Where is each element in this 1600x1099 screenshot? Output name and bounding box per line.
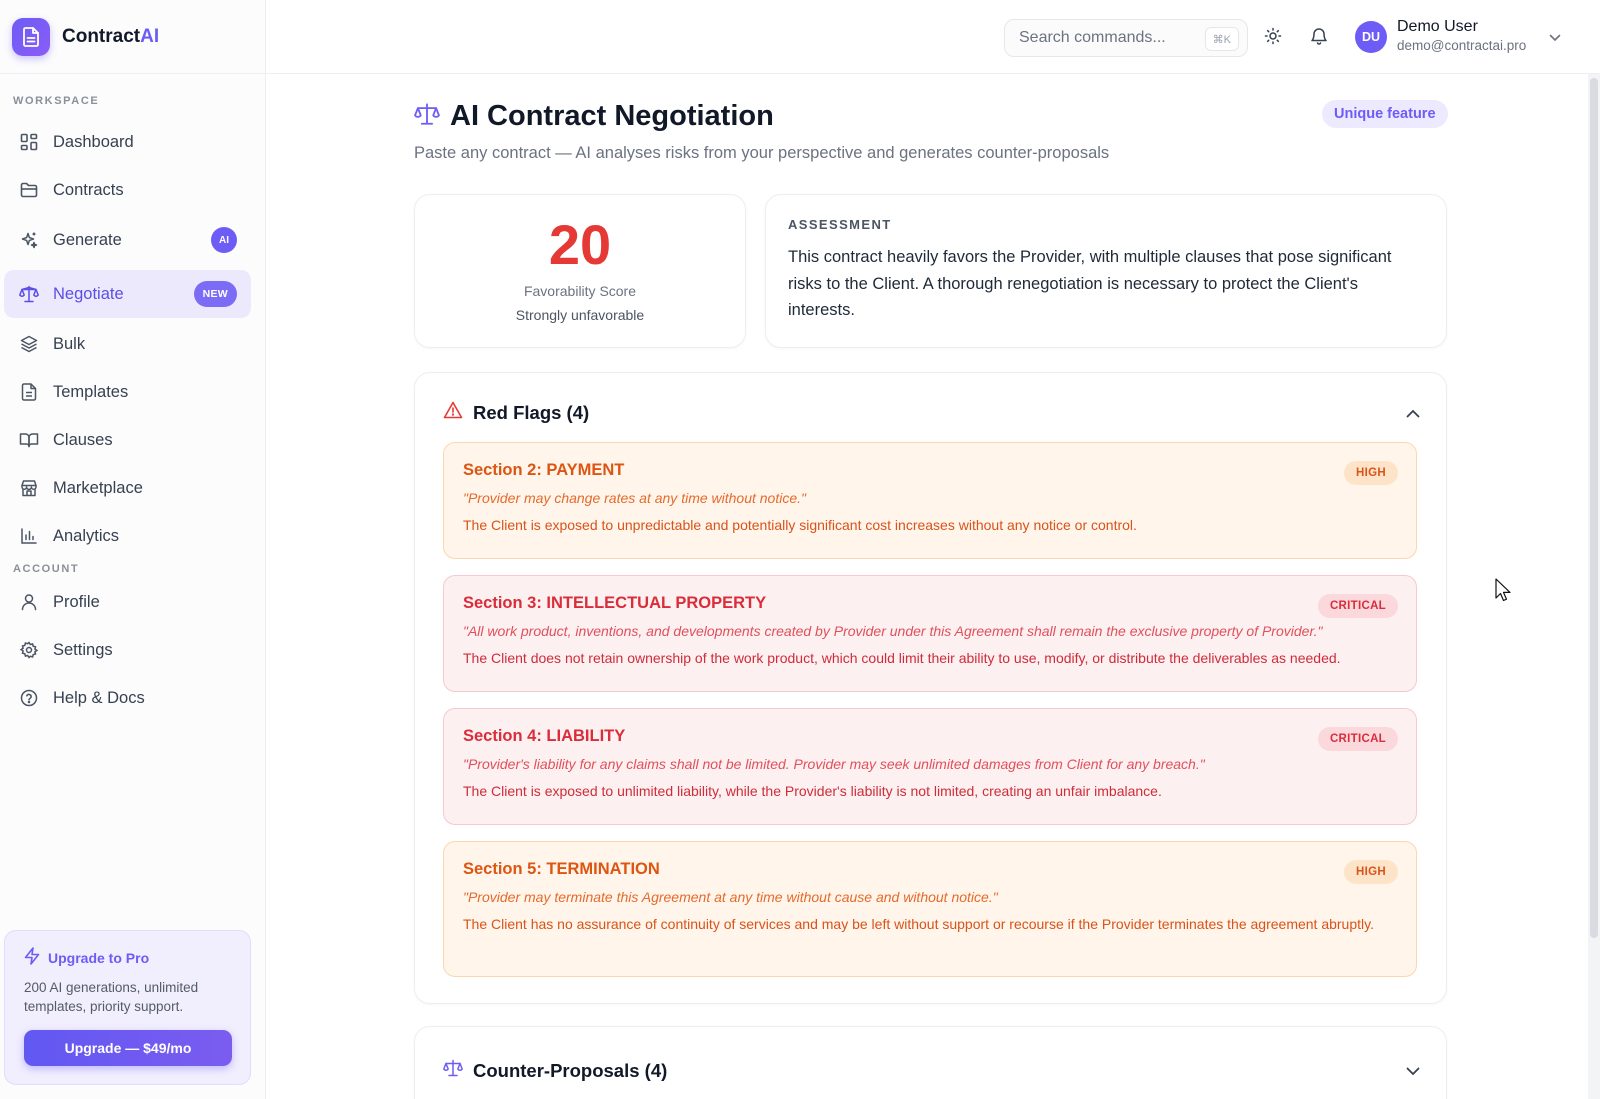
favorability-score-card <box>414 194 746 348</box>
sidebar-item-label: Help & Docs <box>53 688 145 707</box>
sidebar-item-label: Negotiate <box>53 284 124 303</box>
sidebar-item-marketplace[interactable] <box>4 464 251 512</box>
sidebar-item-label: Templates <box>53 382 129 401</box>
brand-name: ContractAI <box>62 25 160 47</box>
red-flag-description: The Client is exposed to unlimited liability, while the Provider's liability is not limited, creating an unfair imbalance. <box>463 783 1162 799</box>
user-icon <box>18 591 40 613</box>
search-input[interactable] <box>1004 19 1248 57</box>
severity-badge: HIGH <box>1344 860 1398 884</box>
chevron-down-icon[interactable] <box>1549 29 1561 47</box>
sidebar-item-label: Analytics <box>53 526 120 545</box>
user-email: demo@contractai.pro <box>1397 38 1527 53</box>
red-flag-quote: "Provider's liability for any claims shall not be limited. Provider may seek unlimited damages from Client for any breach." <box>463 756 1205 772</box>
book-open-icon <box>18 429 40 451</box>
alert-triangle-icon <box>443 401 463 424</box>
sidebar-item-dashboard[interactable] <box>4 118 251 166</box>
red-flag-title: Section 2: PAYMENT <box>463 461 625 479</box>
favorability-score-label: Favorability Score <box>523 283 637 299</box>
severity-badge: CRITICAL <box>1318 594 1398 618</box>
red-flags-card <box>414 372 1447 1004</box>
sidebar-item-label: Bulk <box>53 334 86 353</box>
red-flag-description: The Client is exposed to unpredictable and potentially significant cost increases without any notice or control. <box>463 517 1137 533</box>
sidebar-item-generate[interactable] <box>4 216 251 264</box>
scale-icon <box>443 1059 463 1082</box>
red-flag-title: Section 4: LIABILITY <box>463 727 626 745</box>
upgrade-description: 200 AI generations, unlimited templates, priority support. <box>24 980 199 1014</box>
zap-icon <box>24 947 40 968</box>
red-flag-item <box>443 575 1417 692</box>
page-scrollbar[interactable] <box>1588 74 1600 1099</box>
avatar[interactable]: DU <box>1355 21 1387 53</box>
red-flag-quote: "Provider may change rates at any time without notice." <box>463 490 806 506</box>
favorability-verdict: Strongly unfavorable <box>515 307 645 323</box>
theme-toggle-sun-icon[interactable] <box>1262 25 1284 47</box>
chevron-up-icon[interactable] <box>1406 405 1420 423</box>
user-name[interactable]: Demo User <box>1397 18 1478 35</box>
favorability-score-value: 20 <box>548 213 612 276</box>
sidebar-item-contracts[interactable] <box>4 166 251 214</box>
assessment-label: ASSESSMENT <box>788 217 892 232</box>
red-flag-quote: "Provider may terminate this Agreement at any time without cause and without notice." <box>463 889 998 905</box>
file-text-icon <box>18 381 40 403</box>
counter-proposals-title: Counter-Proposals (4) <box>473 1059 668 1081</box>
sidebar-item-label: Dashboard <box>53 132 134 151</box>
assessment-card <box>765 194 1447 348</box>
sidebar-item-label: Clauses <box>53 430 113 449</box>
red-flag-description: The Client has no assurance of continuity of services and may be left without support or recourse if the Provider terminates the agreement abruptly. <box>463 916 1374 932</box>
red-flag-quote: "All work product, inventions, and developments created by Provider under this Agreement shall remain the exclusive property of Provider." <box>463 623 1323 639</box>
gear-icon <box>18 639 40 661</box>
brand-logo-icon <box>12 18 50 56</box>
grid-icon <box>18 131 40 153</box>
page-header <box>414 100 774 133</box>
upgrade-card <box>4 930 251 1085</box>
sparkles-icon <box>18 229 40 251</box>
scrollbar-thumb[interactable] <box>1590 78 1598 938</box>
layers-icon <box>18 333 40 355</box>
sidebar-item-profile[interactable] <box>4 578 251 626</box>
workspace-section-label: WORKSPACE <box>13 95 100 107</box>
red-flag-item <box>443 708 1417 825</box>
severity-badge: CRITICAL <box>1318 727 1398 751</box>
mouse-cursor-icon <box>1495 578 1511 607</box>
red-flag-title: Section 3: INTELLECTUAL PROPERTY <box>463 594 767 612</box>
unique-feature-badge: Unique feature <box>1322 100 1448 128</box>
red-flag-item <box>443 442 1417 559</box>
sidebar-item-bulk[interactable] <box>4 320 251 368</box>
sidebar-item-analytics[interactable] <box>4 512 251 560</box>
top-bar <box>266 0 1600 74</box>
sidebar-item-clauses[interactable] <box>4 416 251 464</box>
counter-proposals-header[interactable] <box>443 1059 667 1082</box>
folder-icon <box>18 179 40 201</box>
new-badge: NEW <box>194 281 237 307</box>
bell-icon[interactable] <box>1308 25 1330 47</box>
help-circle-icon <box>18 687 40 709</box>
search-shortcut: ⌘K <box>1205 27 1239 51</box>
bar-chart-icon <box>18 525 40 547</box>
severity-badge: HIGH <box>1344 461 1398 485</box>
sidebar <box>0 0 266 1099</box>
brand[interactable] <box>0 0 265 74</box>
assessment-text: This contract heavily favors the Provider, with multiple clauses that pose significant risks to the Client. A thorough renegotiation is necessary to protect the Client's interests. <box>788 248 1392 319</box>
chevron-down-icon[interactable] <box>1406 1063 1420 1081</box>
red-flags-title: Red Flags (4) <box>473 401 590 423</box>
page-title: AI Contract Negotiation <box>450 100 774 132</box>
red-flag-description: The Client does not retain ownership of the work product, which could limit their ability to use, modify, or distribute the deliverables as needed. <box>463 650 1341 666</box>
ai-badge: AI <box>211 227 237 253</box>
upgrade-title: Upgrade to Pro <box>24 947 231 968</box>
store-icon <box>18 477 40 499</box>
sidebar-item-negotiate[interactable] <box>4 270 251 318</box>
red-flags-header[interactable] <box>443 401 589 424</box>
sidebar-item-templates[interactable] <box>4 368 251 416</box>
sidebar-item-label: Contracts <box>53 180 124 199</box>
red-flag-item <box>443 841 1417 977</box>
search-placeholder: Search commands... <box>1019 29 1166 46</box>
sidebar-item-settings[interactable] <box>4 626 251 674</box>
sidebar-item-label: Marketplace <box>53 478 143 497</box>
sidebar-item-help[interactable] <box>4 674 251 722</box>
page-subtitle: Paste any contract — AI analyses risks from your perspective and generates counter-proposals <box>414 144 1110 162</box>
sidebar-item-label: Settings <box>53 640 113 659</box>
sidebar-item-label: Profile <box>53 592 100 611</box>
scale-icon <box>18 283 40 305</box>
red-flag-title: Section 5: TERMINATION <box>463 860 660 878</box>
account-section-label: ACCOUNT <box>13 563 80 575</box>
upgrade-button[interactable]: Upgrade — $49/mo <box>24 1030 232 1066</box>
counter-proposals-card[interactable] <box>414 1026 1447 1099</box>
sidebar-item-label: Generate <box>53 230 122 249</box>
scale-icon <box>414 102 440 131</box>
